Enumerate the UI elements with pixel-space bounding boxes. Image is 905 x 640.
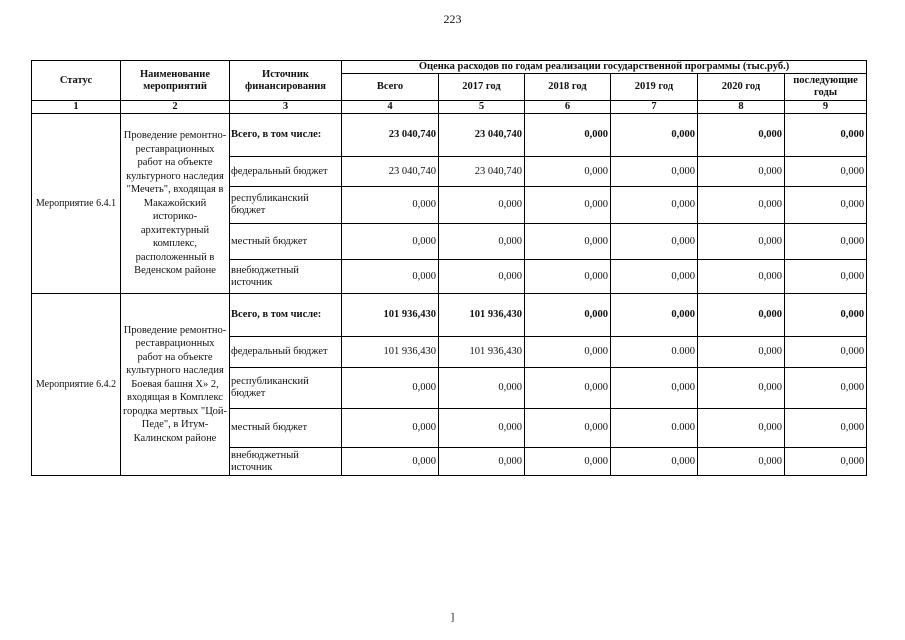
col-number: 2 [121,101,230,114]
col-number: 4 [342,101,439,114]
value-cell: 0,000 [525,114,611,157]
header-numbers-row [32,101,867,114]
value-cell: 23 040,740 [439,114,525,157]
col-number: 1 [32,101,121,114]
event-name-cell: Проведение ремонтно-реставрационных работ на объекте культурного наследия Боевая башня Х» 2, входящая в Комплекс городка мертвых "Цой- Педе", в Итум-Калинском районе [121,294,230,476]
col-number: 9 [785,101,867,114]
value-cell: 0,000 [785,187,867,224]
header-later: последующие годы [785,74,867,101]
source-cell: республиканский бюджет [230,187,342,224]
header-2018: 2018 год [525,74,611,101]
value-cell: 0,000 [342,409,439,448]
value-cell: 0,000 [525,337,611,368]
event-name-cell: Проведение ремонтно-реставрационных работ на объекте культурного наследия "Мечеть", входящая в Макажойский историко-архитектурный комплекс, расположенный в Веденском районе [121,114,230,294]
value-cell: 0,000 [342,368,439,409]
source-cell: Всего, в том числе: [230,114,342,157]
value-cell: 101 936,430 [439,294,525,337]
source-cell: республиканский бюджет [230,368,342,409]
value-cell: 0,000 [611,157,698,187]
value-cell: 0,000 [698,157,785,187]
block-6-4-2 [32,294,867,476]
value-cell: 0,000 [698,294,785,337]
block-6-4-1 [32,114,867,294]
value-cell: 0,000 [525,448,611,476]
col-number: 8 [698,101,785,114]
source-cell: внебюджетный источник [230,448,342,476]
value-cell: 0,000 [785,337,867,368]
value-cell: 0,000 [611,224,698,260]
expense-table [31,60,867,476]
value-cell: 0,000 [785,114,867,157]
value-cell: 23 040,740 [342,114,439,157]
source-cell: федеральный бюджет [230,337,342,368]
value-cell: 0,000 [525,409,611,448]
header-source: Источник финансирования [230,61,342,101]
value-cell: 0,000 [439,224,525,260]
header-name: Наименование мероприятий [121,61,230,101]
value-cell: 0,000 [525,260,611,294]
header-estimate: Оценка расходов по годам реализации государственной программы (тыс.руб.) [342,61,867,74]
table-row [32,294,867,337]
value-cell: 0,000 [698,448,785,476]
value-cell: 0,000 [698,260,785,294]
table-header [32,61,867,114]
col-number: 5 [439,101,525,114]
source-cell: Всего, в том числе: [230,294,342,337]
value-cell: 0,000 [439,409,525,448]
value-cell: 0,000 [342,448,439,476]
value-cell: 0,000 [439,368,525,409]
status-cell: Мероприятие 6.4.1 [32,114,121,294]
value-cell: 0,000 [611,368,698,409]
value-cell: 0,000 [611,260,698,294]
value-cell: 0,000 [785,224,867,260]
value-cell: 0,000 [785,448,867,476]
value-cell: 0,000 [611,294,698,337]
value-cell: 0,000 [698,114,785,157]
value-cell: 0,000 [698,368,785,409]
value-cell: 0,000 [439,448,525,476]
source-cell: внебюджетный источник [230,260,342,294]
value-cell: 0,000 [611,187,698,224]
status-cell: Мероприятие 6.4.2 [32,294,121,476]
value-cell: 23 040,740 [439,157,525,187]
value-cell: 0,000 [698,187,785,224]
value-cell: 0,000 [342,187,439,224]
header-2017: 2017 год [439,74,525,101]
col-number: 7 [611,101,698,114]
value-cell: 0,000 [611,448,698,476]
value-cell: 0,000 [785,409,867,448]
header-2020: 2020 год [698,74,785,101]
value-cell: 0,000 [525,187,611,224]
value-cell: 0,000 [525,157,611,187]
value-cell: 0,000 [611,114,698,157]
value-cell: 0,000 [342,260,439,294]
table-row [32,114,867,157]
value-cell: 0.000 [611,409,698,448]
value-cell: 0,000 [698,224,785,260]
value-cell: 101 936,430 [439,337,525,368]
value-cell: 0.000 [611,337,698,368]
value-cell: 0,000 [525,224,611,260]
value-cell: 101 936,430 [342,294,439,337]
header-total: Всего [342,74,439,101]
header-status: Статус [32,61,121,101]
value-cell: 0,000 [785,294,867,337]
footer-mark: ] [450,611,455,623]
value-cell: 0,000 [525,368,611,409]
value-cell: 0,000 [785,157,867,187]
value-cell: 0,000 [785,260,867,294]
value-cell: 101 936,430 [342,337,439,368]
value-cell: 0,000 [439,260,525,294]
page-number: 223 [443,12,462,26]
value-cell: 0,000 [785,368,867,409]
value-cell: 0,000 [698,409,785,448]
col-number: 3 [230,101,342,114]
value-cell: 0,000 [342,224,439,260]
value-cell: 23 040,740 [342,157,439,187]
value-cell: 0,000 [698,337,785,368]
source-cell: местный бюджет [230,409,342,448]
header-2019: 2019 год [611,74,698,101]
source-cell: федеральный бюджет [230,157,342,187]
col-number: 6 [525,101,611,114]
source-cell: местный бюджет [230,224,342,260]
value-cell: 0,000 [525,294,611,337]
value-cell: 0,000 [439,187,525,224]
